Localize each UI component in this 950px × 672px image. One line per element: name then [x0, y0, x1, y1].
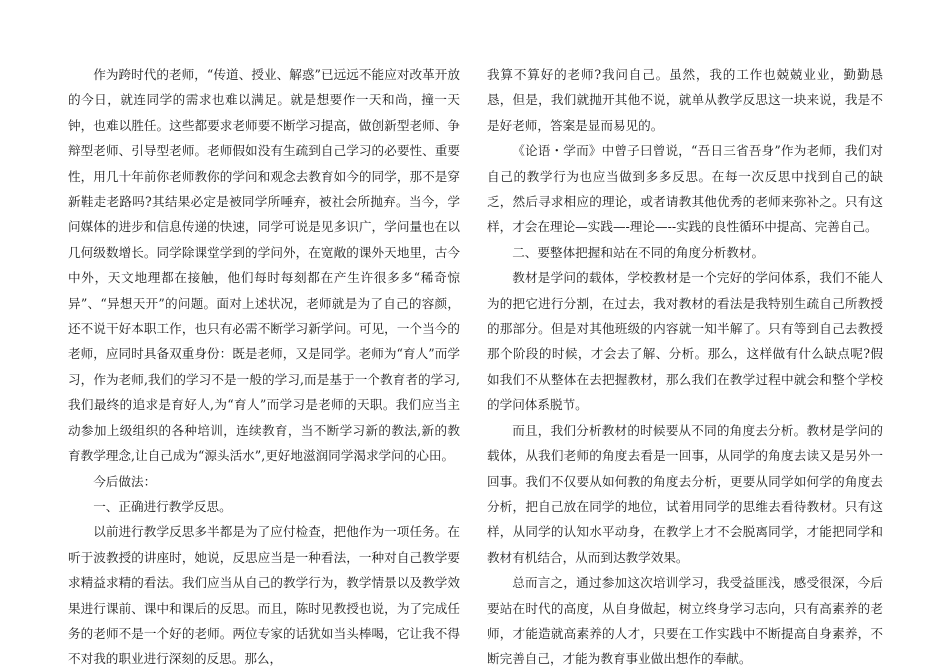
paragraph-continuation: 我算不算好的老师?我问自己。虽然，我的工作也兢兢业业，勤勤恳恳，但是，我们就抛开其他不说，就单从教学反思这一块来说，我是不是好老师，答案是显而易见的。	[487, 67, 883, 133]
paragraph: 教材是学问的载体，学校教材是一个完好的学问体系，我们不能人为的把它进行分割，在过去，我对教材的看法是我特别生疏自己所教授的那部分。但是对其他班级的内容就一知半解了。只有等到自己去教授那个阶段的时候，才会去了解、分析。那么，这样做有什么缺点呢?假如我们不从整体在去把握教材，那么我们在教学过程中就会和整个学校的学问体系脱节。	[487, 270, 883, 413]
right-column	[487, 62, 883, 672]
paragraph: 作为跨时代的老师，“传道、授业、解惑”已远远不能应对改革开放的今日，就连同学的需求也难以满足。就是想要作一天和尚，撞一天钟，也难以胜任。这些都要求老师要不断学习提高，做创新型老师、争辩型老师、引导型老师。老师假如没有生疏到自己学习的必要性、重要性，用几十年前你老师教你的学问和观念去教育如今的同学，那不是穿新鞋走老路吗?其结果必定是被同学所唾弃，被社会所抛弃。当今，学问媒体的进步和信息传递的快速，同学可说是见多识广，学问量也在以几何级数增长。同学除课堂学到的学问外，在宽敞的课外天地里，古今中外，天文地理都在接触，他们每时每刻都在产生许很多多“稀奇惊异”、“异想天开”的问题。面对上述状况，老师就是为了自己的容颜，还不说干好本职工作，也只有必需不断学习新学问。可见，一个当今的老师，应同时具备双重身份：既是老师，又是同学。老师为“育人”而学习，作为老师,我们的学习不是一般的学习,而是基于一个教育者的学习,我们最终的追求是育好人,为“育人”而学习是老师的天职。我们应当主动参加上级组织的各种培训，连续教育，当不断学习新的教法,新的教育教学理念,让自己成为“源头活水”,更好地滋润同学渴求学问的心田。	[68, 67, 460, 464]
left-column	[68, 62, 460, 672]
section-heading: 一、正确进行教学反思。	[93, 498, 232, 514]
paragraph: 而且，我们分析教材的时候要从不同的角度去分析。教材是学问的载体，从我们老师的角度去看是一回事，从同学的角度去读又是另外一回事。我们不仅要从如何教的角度去分析，更要从同学如何学的角度去分析，把自己放在同学的地位，试着用同学的思维去看待教材。只有这样，从同学的认知水平动身，在教学上才不会脱离同学，才能把同学和教材有机结合，从而到达教学效果。	[487, 422, 883, 565]
paragraph: 以前进行教学反思多半都是为了应付检查，把他作为一项任务。在听于波教授的讲座时，她说，反思应当是一种看法，一种对自己教学要求精益求精的看法。我们应当从自己的教学行为，教学情景以及教学效果进行课前、课中和课后的反思。而且，陈时见教授也说，为了完成任务的老师不是一个好的老师。两位专家的话犹如当头棒喝，它让我不得不对我的职业进行深刻的反思。那么，	[68, 524, 460, 667]
paragraph: 今后做法：	[93, 473, 157, 489]
section-heading: 二、要整体把握和站在不同的角度分析教材。	[512, 244, 765, 260]
paragraph: 总而言之，通过参加这次培训学习，我受益匪浅，感受很深，今后要站在时代的高度，从自身做起，树立终身学习志向，只有高素养的老师，才能造就高素养的人才，只要在工作实践中不断提高自身素养，不断完善自己，才能为教育事业做出想作的奉献。	[487, 575, 883, 667]
paragraph: 《论语・学而》中曾子曰曾说，“吾日三省吾身”作为老师，我们对自己的教学行为也应当做到多多反思。在每一次反思中找到自己的缺乏，然后寻求相应的理论，或者请教其他优秀的老师来弥补之。只有这样，才会在理论—实践—-理论—--实践的良性循环中提高、完善自己。	[487, 143, 883, 235]
